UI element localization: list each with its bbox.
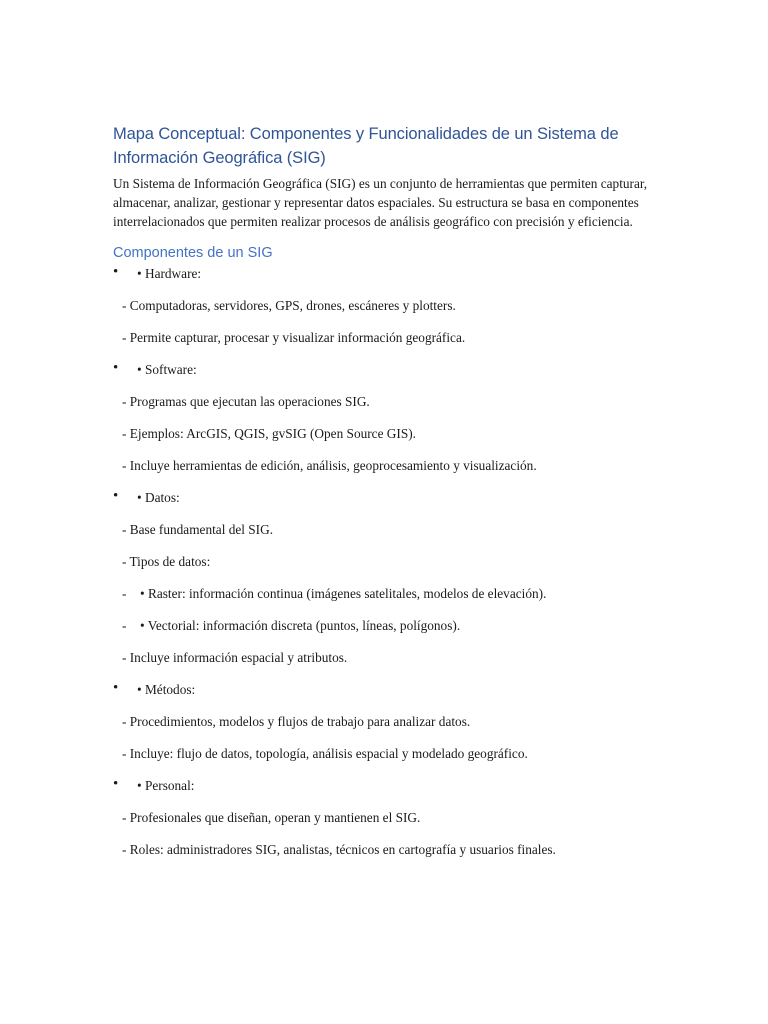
document-page [113, 122, 653, 873]
sub-item: - Permite capturar, procesar y visualizar información geográfica. [122, 330, 466, 345]
bullet-icon: • [113, 680, 119, 696]
bullet-icon: • [113, 488, 119, 504]
document-title: Mapa Conceptual: Componentes y Funcionalidades de un Sistema de Información Geográfica (SIG) [113, 125, 619, 167]
bullet-icon: • [113, 264, 119, 280]
nested-sub-item-vectorial [113, 617, 653, 649]
sub-item: - Incluye información espacial y atributos. [122, 650, 348, 665]
sub-item: - Incluye: flujo de datos, topología, análisis espacial y modelado geográfico. [122, 746, 528, 761]
nested-dash: - [122, 618, 127, 633]
bullet-item-hardware [113, 265, 653, 297]
bullet-label-metodos: • Métodos: [137, 682, 196, 697]
sub-item: - Procedimientos, modelos y flujos de trabajo para analizar datos. [122, 714, 471, 729]
bullet-label-hardware: • Hardware: [137, 266, 202, 281]
sub-item: - Incluye herramientas de edición, análisis, geoprocesamiento y visualización. [122, 458, 537, 473]
bullet-label-software: • Software: [137, 362, 197, 377]
sub-item: - Programas que ejecutan las operaciones SIG. [122, 394, 370, 409]
sub-item: - Tipos de datos: [122, 554, 211, 569]
bullet-label-personal: • Personal: [137, 778, 195, 793]
component-personal [113, 777, 653, 873]
bullet-icon: • [113, 776, 119, 792]
nested-sub-item-text: • Raster: información continua (imágenes satelitales, modelos de elevación). [140, 586, 547, 601]
component-datos [113, 489, 653, 681]
component-hardware [113, 265, 653, 361]
sub-item: - Computadoras, servidores, GPS, drones, escáneres y plotters. [122, 298, 456, 313]
nested-dash: - [122, 586, 127, 601]
sub-item: - Profesionales que diseñan, operan y mantienen el SIG. [122, 810, 421, 825]
component-metodos [113, 681, 653, 777]
bullet-item-metodos [113, 681, 653, 713]
sub-item: - Base fundamental del SIG. [122, 522, 274, 537]
bullet-icon: • [113, 360, 119, 376]
bullet-item-software [113, 361, 653, 393]
bullet-label-datos: • Datos: [137, 490, 180, 505]
nested-sub-item-text: • Vectorial: información discreta (puntos, líneas, polígonos). [140, 618, 461, 633]
section-heading-componentes: Componentes de un SIG [113, 245, 273, 261]
intro-paragraph: Un Sistema de Información Geográfica (SIG) es un conjunto de herramientas que permiten capturar, almacenar, analizar, gestionar y representar datos espaciales. Su estructura se basa en componentes interrelacionados que permiten realizar procesos de análisis geográfico con precisión y eficiencia. [113, 176, 648, 229]
bullet-item-datos [113, 489, 653, 521]
nested-sub-item-raster [113, 585, 653, 617]
sub-item: - Roles: administradores SIG, analistas, técnicos en cartografía y usuarios finales. [122, 842, 556, 857]
component-software [113, 361, 653, 489]
bullet-item-personal [113, 777, 653, 809]
sub-item: - Ejemplos: ArcGIS, QGIS, gvSIG (Open Source GIS). [122, 426, 416, 441]
